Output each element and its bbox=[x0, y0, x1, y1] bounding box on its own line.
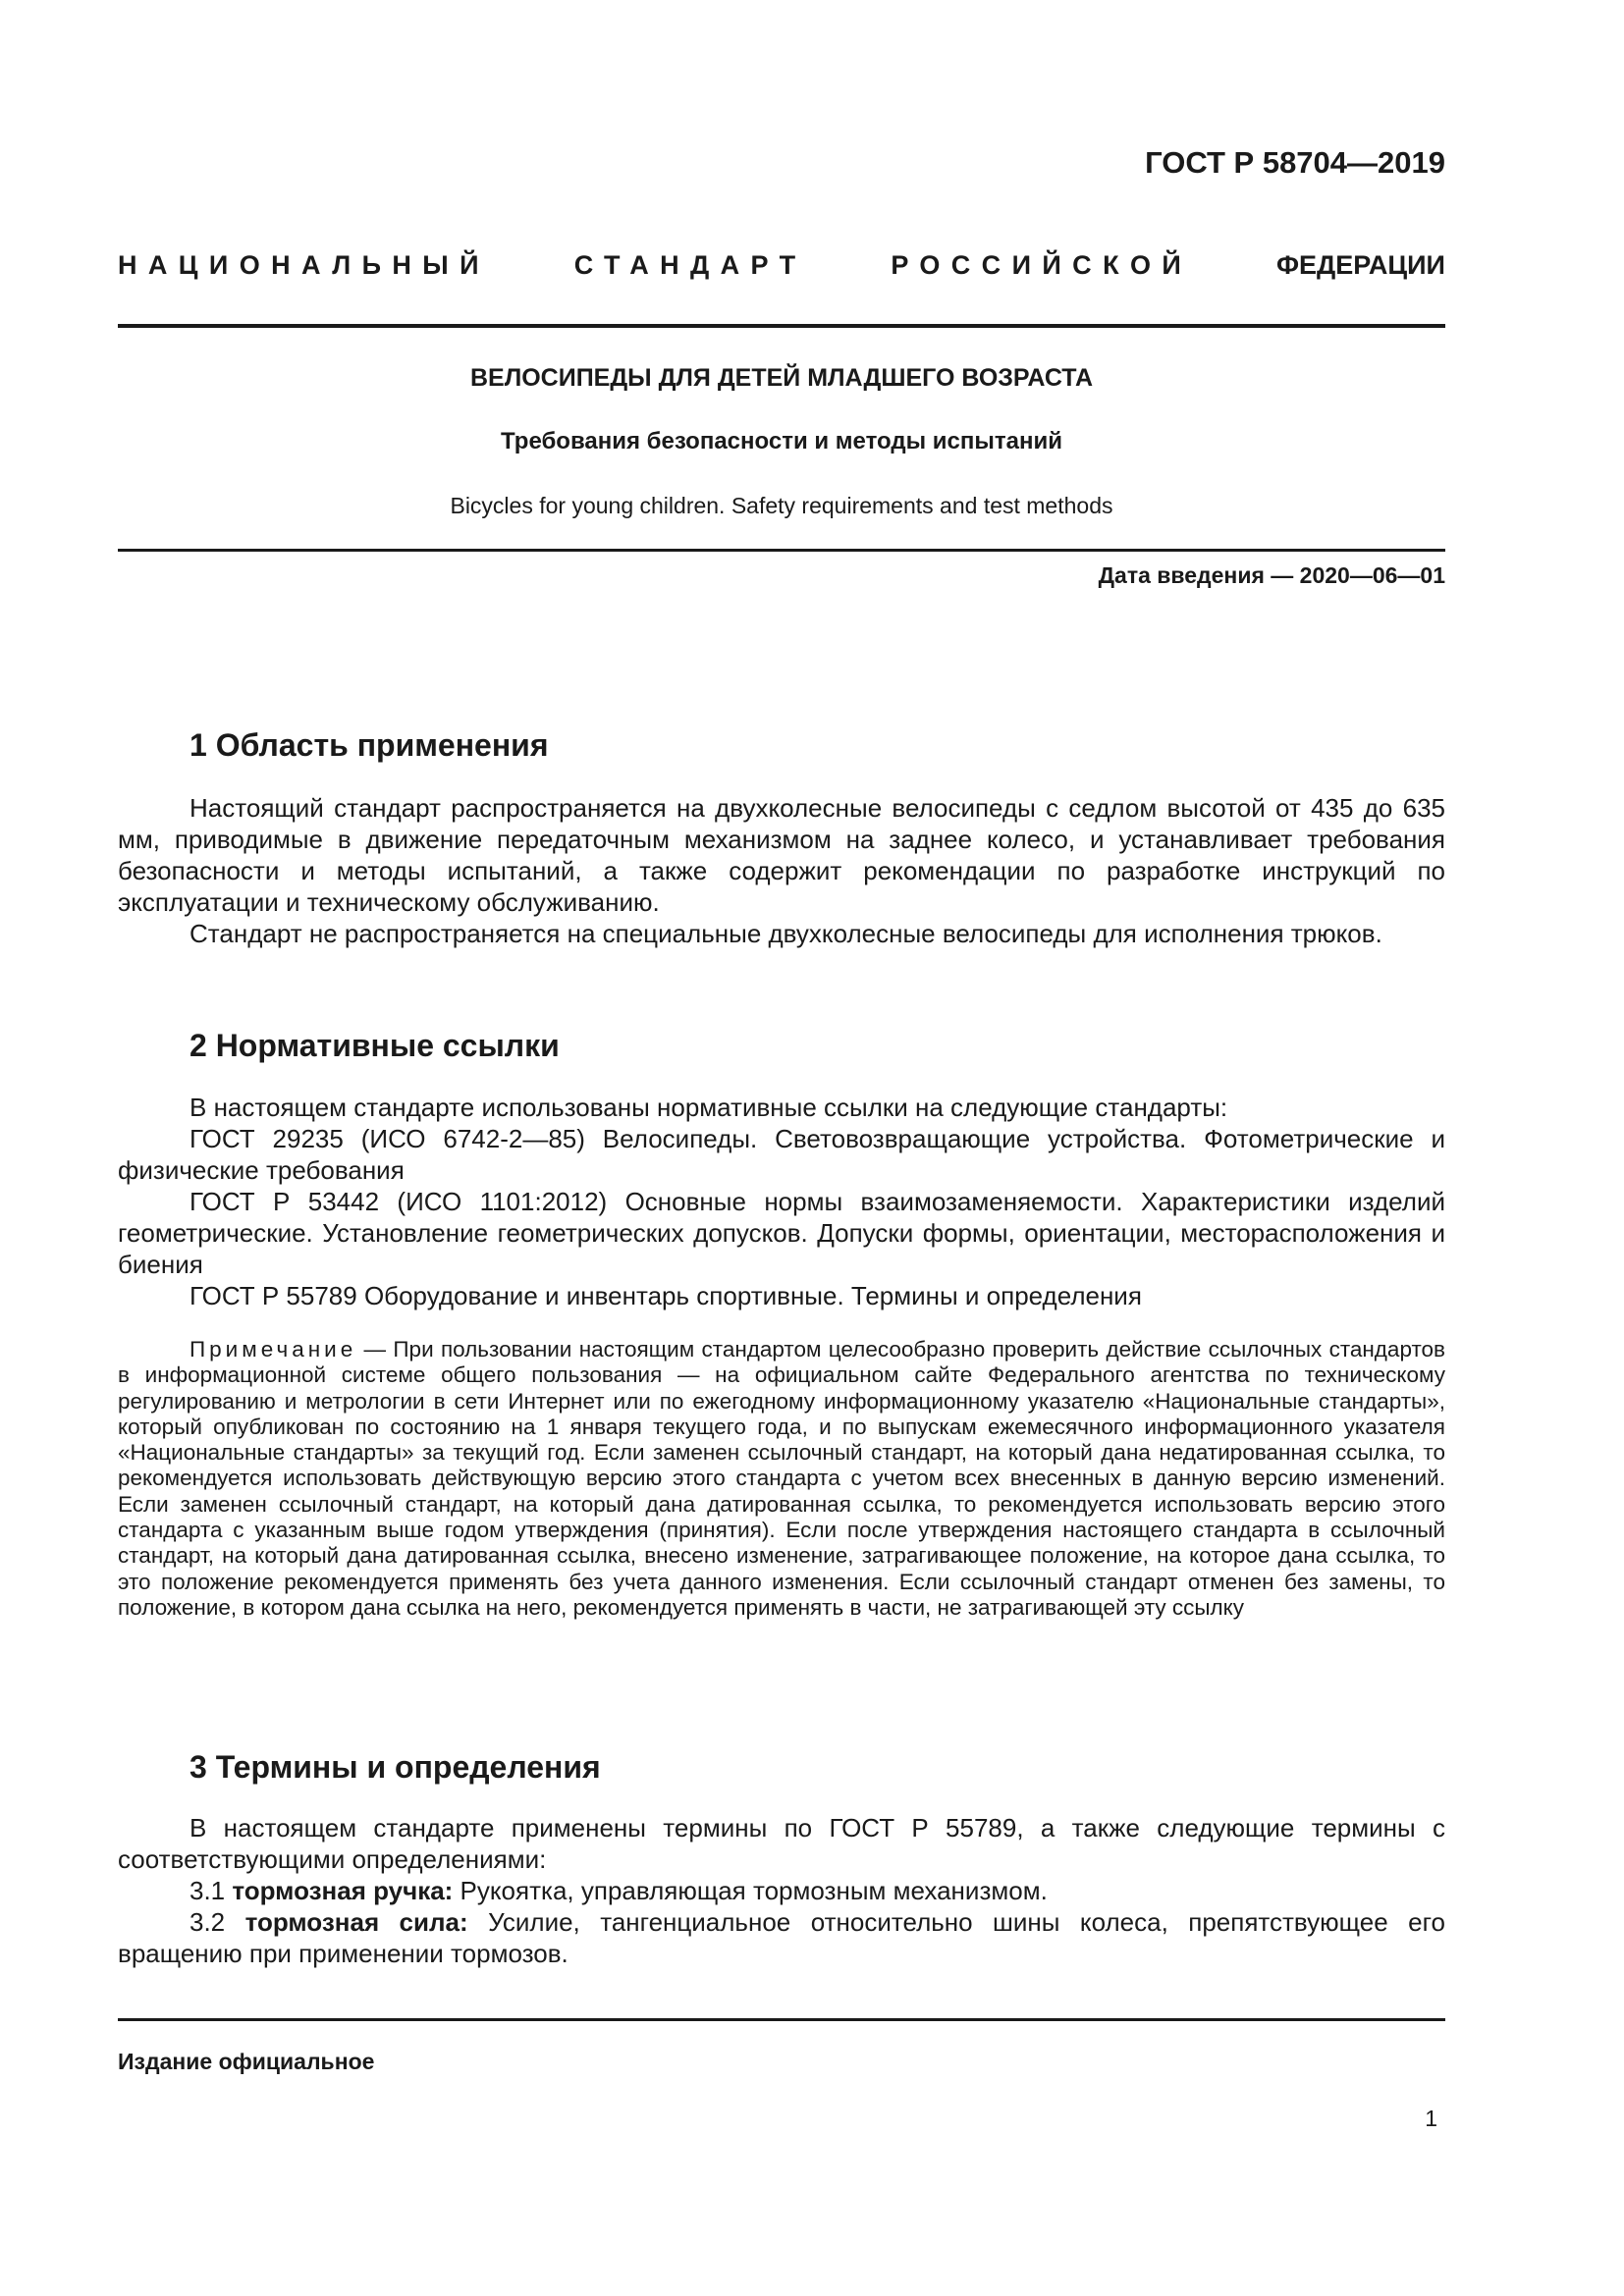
note-text: — При пользовании настоящим стандартом целесообразно проверить действие ссылочных стандартов в информационной системе общего пользования — на официальном сайте Федерального агентства по техническому регулированию и метрологии в сети Интернет или по ежегодному информационному указателю «Национальные стандарты», который опубликован по состоянию на 1 января текущего года, и по выпускам ежемесячного информационного указателя «Национальные стандарты» за текущий год. Если заменен ссылочный стандарт, на который дана недатированная ссылка, то рекомендуется использовать действующую версию этого стандарта с учетом всех внесенных в данную версию изменений. Если заменен ссылочный стандарт, на который дана датированная ссылка, то рекомендуется использовать версию этого стандарта с указанным выше годом утверждения (принятия). Если после утверждения настоящего стандарта в ссылочный стандарт, на который дана датированная ссылка, внесено изменение, затрагивающее положение, на которое дана ссылка, то это положение рекомендуется применять без учета данного изменения. Если ссылочный стандарт отменен без замены, то положение, в котором дана ссылка на него, рекомендуется применять в части, не затрагивающей эту ссылку bbox=[118, 1337, 1445, 1620]
term-entry bbox=[118, 1875, 1445, 1906]
term-definition: Усилие, тангенциальное относительно шины колеса, препятствующее его вращению при применении тормозов. bbox=[118, 1907, 1445, 1968]
document-subtitle: Требования безопасности и методы испытаний bbox=[501, 428, 1062, 454]
term-number: 3.1 bbox=[189, 1876, 233, 1905]
reference-item: ГОСТ Р 55789 Оборудование и инвентарь спортивные. Термины и определения bbox=[189, 1281, 1142, 1310]
references-note bbox=[118, 1337, 1445, 1621]
edition-label: Издание официальное bbox=[118, 2049, 375, 2074]
term-number: 3.2 bbox=[189, 1907, 245, 1937]
section-body-terms bbox=[118, 1812, 1445, 1969]
paragraph: Стандарт не распространяется на специальные двухколесные велосипеды для исполнения трюков. bbox=[189, 919, 1382, 948]
page-number: 1 bbox=[1425, 2106, 1437, 2131]
document-id: ГОСТ Р 58704—2019 bbox=[1145, 145, 1445, 180]
reference-item: ГОСТ Р 53442 (ИСО 1101:2012) Основные нормы взаимозаменяемости. Характеристики изделий геометрические. Установление геометрических допусков. Допуски формы, ориентации, месторасположения и биения bbox=[118, 1187, 1445, 1279]
term-entry bbox=[118, 1906, 1445, 1969]
reference-item: ГОСТ 29235 (ИСО 6742-2—85) Велосипеды. Световозвращающие устройства. Фотометрические и физические требования bbox=[118, 1124, 1445, 1185]
header-divider bbox=[118, 324, 1445, 328]
title-divider bbox=[118, 549, 1445, 552]
introduction-date: Дата введения — 2020—06—01 bbox=[1098, 562, 1445, 588]
document-page bbox=[118, 0, 1445, 2296]
national-title-word: РОССИЙСКОЙ bbox=[891, 250, 1193, 280]
section-body-normative-references bbox=[118, 1092, 1445, 1311]
paragraph: В настоящем стандарте применены термины по ГОСТ Р 55789, а также следующие термины с соответствующими определениями: bbox=[118, 1813, 1445, 1874]
section-heading-scope: 1 Область применения bbox=[189, 727, 549, 763]
paragraph: В настоящем стандарте использованы нормативные ссылки на следующие стандарты: bbox=[189, 1093, 1228, 1122]
term-definition: Рукоятка, управляющая тормозным механизмом. bbox=[453, 1876, 1048, 1905]
section-heading-normative-references: 2 Нормативные ссылки bbox=[189, 1028, 560, 1063]
national-title-word: НАЦИОНАЛЬНЫЙ bbox=[118, 250, 490, 280]
paragraph: Настоящий стандарт распространяется на двухколесные велосипеды с седлом высотой от 435 до 635 мм, приводимые в движение передаточным механизмом на заднее колесо, и устанавливает требования безопасности и методы испытаний, а также содержит рекомендации по разработке инструкций по эксплуатации и техническому обслуживанию. bbox=[118, 793, 1445, 917]
national-title-word: ФЕДЕРАЦИИ bbox=[1276, 250, 1445, 280]
section-body-scope bbox=[118, 792, 1445, 949]
document-title-english: Bicycles for young children. Safety requirements and test methods bbox=[450, 493, 1113, 518]
section-heading-terms: 3 Термины и определения bbox=[189, 1749, 601, 1785]
term-name: тормозная сила: bbox=[244, 1907, 468, 1937]
national-title-word: СТАНДАРТ bbox=[573, 250, 807, 280]
term-name: тормозная ручка: bbox=[232, 1876, 454, 1905]
footer-divider bbox=[118, 2018, 1445, 2021]
document-title: ВЕЛОСИПЕДЫ ДЛЯ ДЕТЕЙ МЛАДШЕГО ВОЗРАСТА bbox=[469, 364, 1094, 392]
note-label: Примечание bbox=[189, 1337, 357, 1362]
national-standard-title bbox=[118, 252, 1445, 279]
